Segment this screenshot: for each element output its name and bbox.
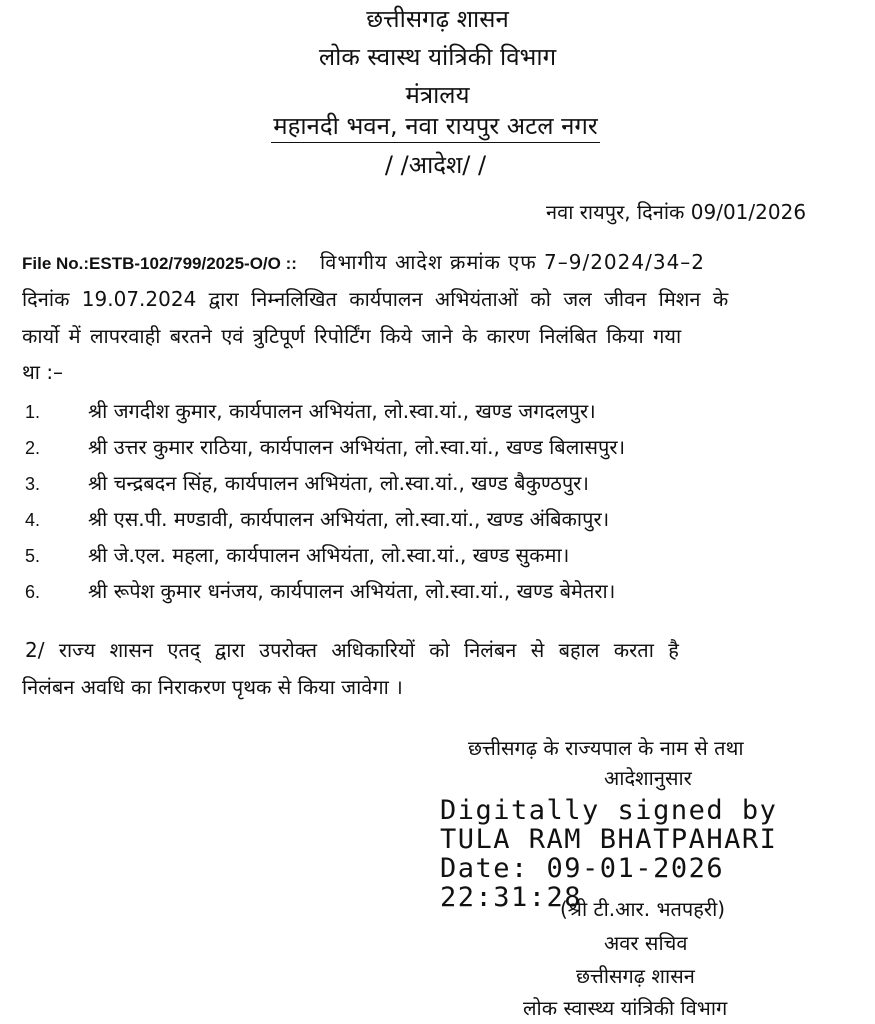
signatory-govt: छत्तीसगढ़ शासन	[576, 964, 695, 988]
signatory-department: लोक स्वास्थ्य यांत्रिकी विभाग	[523, 996, 728, 1020]
officer-row	[25, 469, 589, 496]
para1-line3: कार्यो में लापरवाही बरतने एवं त्रुटिपूर्ण रिपोर्टिंग किये जाने के कारण निलंबित किया गया	[22, 324, 682, 348]
para2-line1: 2/ राज्य शासन एतद् द्वारा उपरोक्त अधिकारियों को निलंबन से बहाल करता है	[25, 638, 679, 662]
officer-row	[25, 433, 625, 460]
officer-text: श्री जे.एल. महला, कार्यपालन अभियंता, लो.स्वा.यां., खण्ड सुकमा।	[88, 543, 570, 567]
file-number: File No.:ESTB-102/799/2025-O/O ::	[22, 254, 297, 273]
para1-line4: था :–	[22, 360, 64, 384]
officer-row	[25, 577, 615, 604]
officer-text: श्री एस.पी. मण्डावी, कार्यपालन अभियंता, लो.स्वा.यां., खण्ड अंबिकापुर।	[88, 507, 610, 531]
officer-text: श्री रूपेश कुमार धनंजय, कार्यपालन अभियंता, लो.स्वा.यां., खण्ड बेमेतरा।	[88, 579, 616, 603]
officer-row	[25, 505, 609, 532]
closing-line2: आदेशानुसार	[604, 766, 692, 790]
header-govt: छत्तीसगढ़ शासन	[366, 5, 509, 33]
officer-number: 2.	[25, 438, 41, 458]
signatory-name: (श्री टी.आर. भतपहरी)	[560, 897, 726, 921]
header-address: महानदी भवन, नवा रायपुर अटल नगर	[271, 112, 600, 143]
para1-line1-rest: विभागीय आदेश क्रमांक एफ 7–9/2024/34–2	[320, 250, 706, 274]
digital-signature-line1: Digitally signed by	[440, 795, 778, 826]
header-address-wrap	[0, 112, 873, 143]
officer-number: 4.	[25, 510, 41, 530]
header-department: लोक स्वास्थ यांत्रिकी विभाग	[318, 43, 557, 71]
header-order-title: / /आदेश/ /	[384, 151, 487, 179]
officer-row	[25, 541, 569, 568]
header-mantralaya: मंत्रालय	[405, 81, 470, 109]
officer-text: श्री उत्तर कुमार राठिया, कार्यपालन अभियंता, लो.स्वा.यां., खण्ड बिलासपुर।	[88, 435, 626, 459]
officer-number: 5.	[25, 546, 41, 566]
para1-line2: दिनांक 19.07.2024 द्वारा निम्नलिखित कार्यपालन अभियंताओं को जल जीवन मिशन के	[22, 287, 729, 311]
place-date: नवा रायपुर, दिनांक 09/01/2026	[546, 200, 807, 224]
officer-text: श्री जगदीश कुमार, कार्यपालन अभियंता, लो.स्वा.यां., खण्ड जगदलपुर।	[88, 399, 596, 423]
para2-line2: निलंबन अवधि का निराकरण पृथक से किया जावेगा ।	[22, 675, 403, 699]
officer-number: 3.	[25, 474, 41, 494]
digital-signature-date: Date: 09-01-2026	[440, 853, 725, 884]
officer-number: 6.	[25, 582, 41, 602]
digital-signature-time: 22:31:28	[440, 882, 583, 913]
signatory-designation: अवर सचिव	[604, 931, 688, 955]
officer-number: 1.	[25, 402, 41, 422]
officer-row	[25, 397, 596, 424]
closing-line1: छत्तीसगढ़ के राज्यपाल के नाम से तथा	[468, 736, 744, 760]
para1-line1	[22, 248, 705, 275]
officer-text: श्री चन्द्रबदन सिंह, कार्यपालन अभियंता, लो.स्वा.यां., खण्ड बैकुण्ठपुर।	[88, 471, 589, 495]
digital-signature-name: TULA RAM BHATPAHARI	[440, 824, 778, 855]
